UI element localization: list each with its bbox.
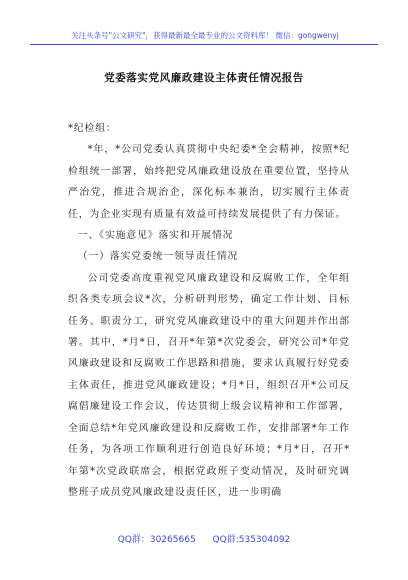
footer-qq-group-2[interactable]: QQ群:535304092 bbox=[212, 535, 291, 545]
intro-paragraph: *年，*公司党委认真贯彻中央纪委*全会精神，按照*纪检组统一部署，始终把党风廉政建设放在重要位置，坚持从严治党，推进合规治企，深化标本兼治，切实履行主体责任，为企业实现有质量有效益可持续发展提供了有力保证。 bbox=[68, 144, 350, 220]
salutation: *纪检组： bbox=[68, 123, 117, 134]
section-heading: 一、《实施意见》落实和开展情况 bbox=[77, 230, 234, 242]
footer-qq-group-1[interactable]: QQ群：30265665 bbox=[117, 535, 196, 545]
document-title: 党委落实党风廉政建设主体责任情况报告 bbox=[104, 72, 304, 84]
body-paragraph: 公司党委高度重视党风廉政建设和反腐败工作，全年组织各类专项会议*次，分析研判形势，确定工作计划、目标任务、职责分工，研究党风廉政建设中的重大问题并作出部署。其中，*月*日，召开*年第*次党委会，研究公司*年党风廉政建设和反腐败工作思路和措施，要求认真履行好党委主体责任，推进党风廉政建设；*月*日，组织召开*公司反腐倡廉建设工作会议，传达贯彻上级会议精神和工作部署，全面总结*年党风廉政建设和反腐败工作，安排部署*年工作任务，为各项工作顺利进行创造良好环境；*月*日，召开*年第*次党政联席会，根据党政班子变动情况，及时研究调整班子成员党风廉政建设责任区，进一步明确 bbox=[68, 272, 350, 498]
document-body bbox=[68, 118, 350, 503]
header-divider bbox=[30, 44, 378, 45]
footer-contact bbox=[0, 532, 408, 545]
subsection-heading: （一）落实党委统一领导责任情况 bbox=[77, 251, 239, 263]
header-banner[interactable]: 关注头条号"公文研究"，获得最新最全最专业的公文资料库！ 微信：gongwenyj bbox=[71, 31, 339, 40]
